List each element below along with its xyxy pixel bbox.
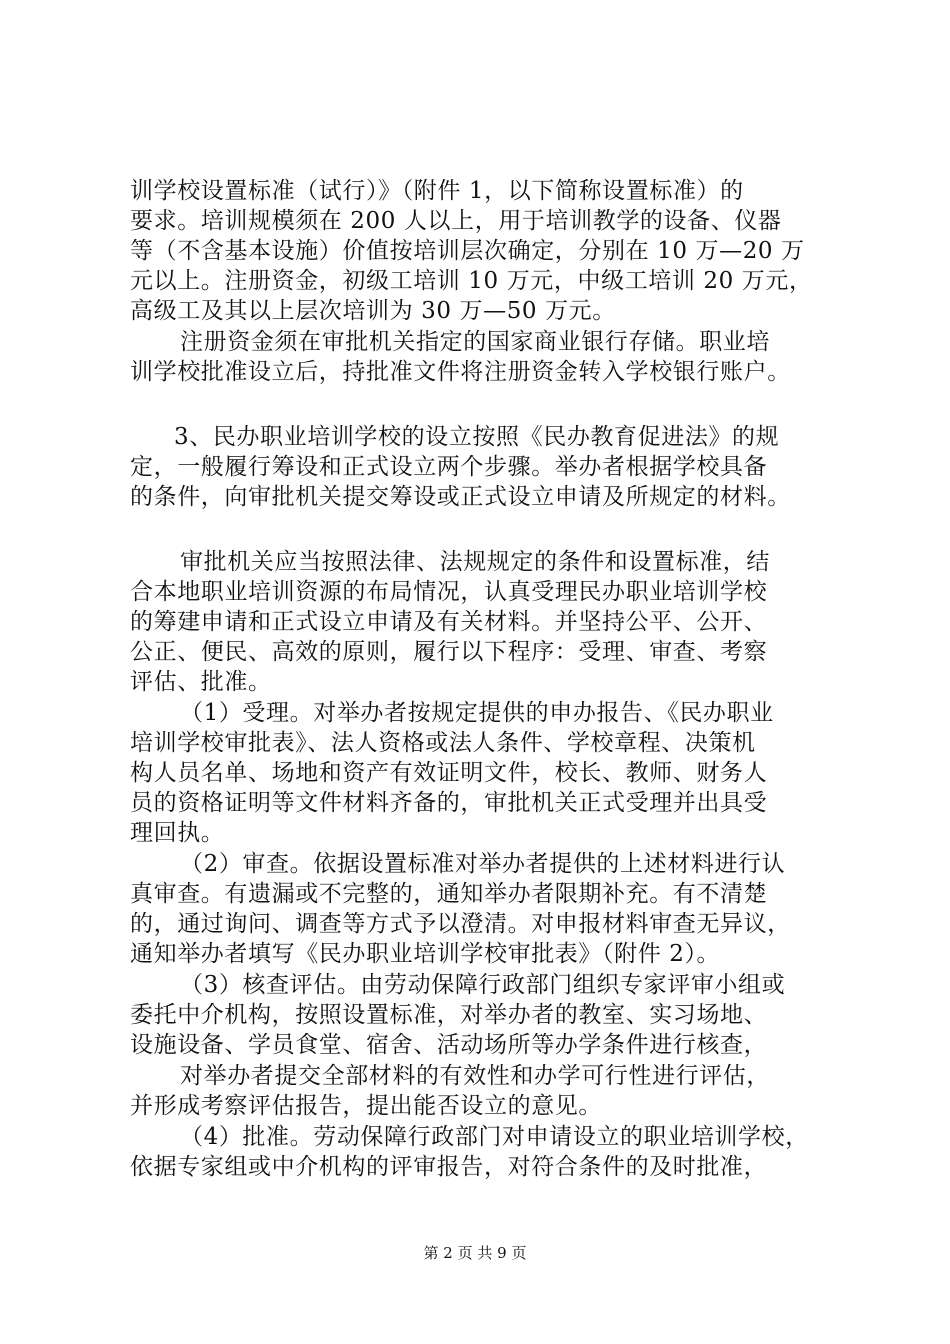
text-line: 依据专家组或中介机构的评审报告，对符合条件的及时批准， <box>130 1154 768 1180</box>
text-line: 设施设备、学员食堂、宿舍、活动场所等办学条件进行核查， <box>130 1032 768 1058</box>
page-number-footer: 第 2 页 共 9 页 <box>423 1244 527 1262</box>
paragraph-first-line: 对举办者提交全部材料的有效性和办学可行性进行评估， <box>180 1063 770 1089</box>
text-line: 公正、便民、高效的原则，履行以下程序：受理、审查、考察 <box>130 639 768 665</box>
text-line: 委托中介机构，按照设置标准，对举办者的教室、实习场地、 <box>130 1002 768 1028</box>
text-line: 培训学校审批表》、法人资格或法人条件、学校章程、决策机 <box>130 730 756 756</box>
paragraph-first-line: （4）批准。劳动保障行政部门对申请设立的职业培训学校， <box>180 1124 809 1150</box>
text-line: 高级工及其以上层次培训为 30 万—50 万元。 <box>130 298 616 324</box>
text-line: 并形成考察评估报告，提出能否设立的意见。 <box>130 1093 602 1119</box>
text-line: 的筹建申请和正式设立申请及有关材料。并坚持公平、公开、 <box>130 609 768 635</box>
paragraph-first-line: 注册资金须在审批机关指定的国家商业银行存储。职业培 <box>180 329 770 355</box>
text-line: 的条件，向审批机关提交筹设或正式设立申请及所规定的材料。 <box>130 484 791 510</box>
text-line: 员的资格证明等文件材料齐备的，审批机关正式受理并出具受 <box>130 790 768 816</box>
text-line: 构人员名单、场地和资产有效证明文件，校长、教师、财务人 <box>130 760 768 786</box>
text-line: 合本地职业培训资源的布局情况，认真受理民办职业培训学校 <box>130 579 768 605</box>
text-line: 训学校设置标准（试行）》（附件 1，以下简称设置标准）的 <box>130 178 744 204</box>
text-line: 真审查。有遗漏或不完整的，通知举办者限期补充。有不清楚 <box>130 881 768 907</box>
paragraph-first-line: 3、民办职业培训学校的设立按照《民办教育促进法》的规 <box>174 424 780 450</box>
text-line: 元以上。注册资金，初级工培训 10 万元，中级工培训 20 万元， <box>130 268 813 294</box>
text-line: 训学校批准设立后，持批准文件将注册资金转入学校银行账户。 <box>130 359 791 385</box>
paragraph-first-line: （1）受理。对举办者按规定提供的申办报告、《民办职业 <box>180 700 774 726</box>
paragraph-first-line: 审批机关应当按照法律、法规规定的条件和设置标准，结 <box>180 549 770 575</box>
text-line: 定，一般履行筹设和正式设立两个步骤。举办者根据学校具备 <box>130 454 768 480</box>
paragraph-first-line: （3）核查评估。由劳动保障行政部门组织专家评审小组或 <box>180 972 786 998</box>
text-line: 理回执。 <box>130 820 225 846</box>
paragraph-first-line: （2）审查。依据设置标准对举办者提供的上述材料进行认 <box>180 851 786 877</box>
text-line: 的，通过询问、调查等方式予以澄清。对申报材料审查无异议， <box>130 911 791 937</box>
text-line: 通知举办者填写《民办职业培训学校审批表》（附件 2）。 <box>130 941 721 967</box>
text-line: 评估、批准。 <box>130 669 272 695</box>
text-line: 等（不含基本设施）价值按培训层次确定，分别在 10 万—20 万 <box>130 238 805 264</box>
text-line: 要求。培训规模须在 200 人以上，用于培训教学的设备、仪器 <box>130 208 782 234</box>
